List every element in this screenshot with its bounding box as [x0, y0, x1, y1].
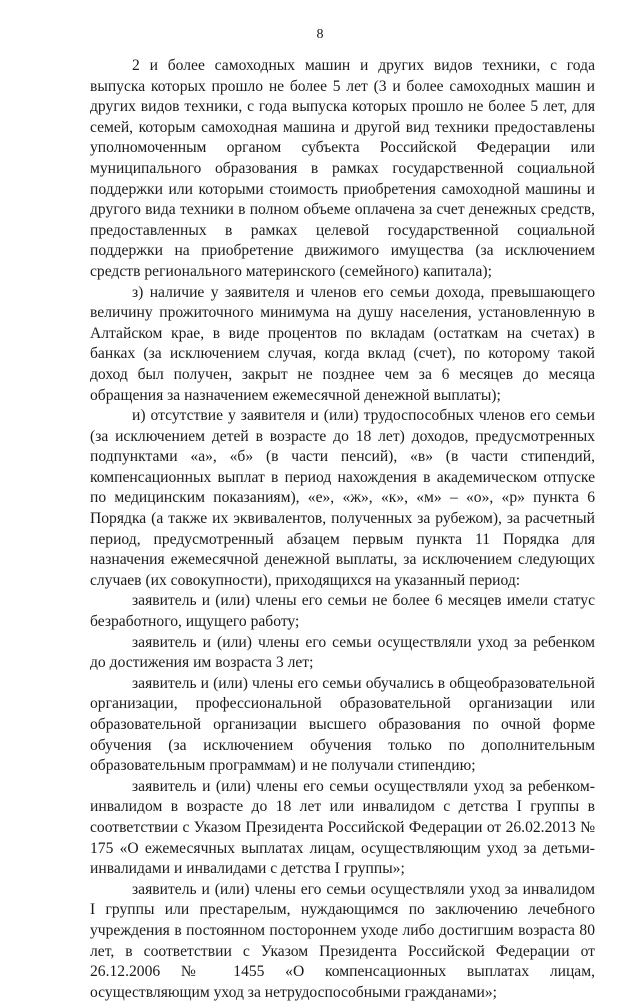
paragraph: и) отсутствие у заявителя и (или) трудоспособных членов его семьи (за исключением детей в возрасте до 18 лет) доходов, предусмотренных подпунктами «а», «б» (в части пенсий), «в» (в части стипендий, компенсационных выплат в период нахождения в академическом отпуске по медицинским показаниям), «е», «ж», «к», «м» – «о», «р» пункта 6 Порядка (а также их эквивалентов, полученных за рубежом), за расчетный период, предусмотренный абзацем первым пункта 11 Порядка для назначения ежемесячной денежной выплаты, за исключением следующих случаев (их совокупности), приходящихся на указанный период: [90, 407, 595, 589]
page-number: 8 [316, 27, 324, 42]
paragraph: заявитель и (или) члены его семьи осуществляли уход за ребенком-инвалидом в возрасте до 18 лет или инвалидом с детства I группы в соответствии с Указом Президента Российской Федерации от 26.02.2013 № 175 «О ежемесячных выплатах лицам, осуществляющим уход за детьми-инвалидами и инвалидами с детства I группы»; [90, 777, 595, 878]
paragraph: з) наличие у заявителя и членов его семьи дохода, превышающего величину прожиточного минимума на душу населения, установленную в Алтайском крае, в виде процентов по вкладам (остаткам на счетах) в банках (за исключением случая, когда вклад (счет), по которому такой доход был получен, закрыт не позднее чем за 6 месяцев до месяца обращения за назначением ежемесячной денежной выплаты); [90, 283, 595, 404]
paragraph: заявитель и (или) члены его семьи не более 6 месяцев имели статус безработного, ищущего работу; [90, 592, 595, 631]
document-body [90, 56, 595, 1003]
paragraph: заявитель и (или) члены его семьи обучались в общеобразовательной организации, профессиональной образовательной организации или образовательной организации высшего образования по очной форме обучения (за исключением обучения только по дополнительным образовательным программам) и не получали стипендию; [90, 674, 595, 775]
paragraph: заявитель и (или) члены его семьи осуществляли уход за ребенком до достижения им возраста 3 лет; [90, 633, 595, 672]
paragraph: 2 и более самоходных машин и других видов техники, с года выпуска которых прошло не более 5 лет (3 и более самоходных машин и других видов техники, с года выпуска которых прошло не более 5 лет, для семей, которым самоходная машина и другой вид техники предоставлены уполномоченным органом субъекта Российской Федерации или муниципального образования в рамках государственной социальной поддержки или которыми стоимость приобретения самоходной машины и другого вида техники в полном объеме оплачена за счет денежных средств, предоставленных в рамках целевой государственной социальной поддержки на приобретение движимого имущества (за исключением средств регионального материнского (семейного) капитала); [90, 57, 595, 280]
paragraph: заявитель и (или) члены его семьи осуществляли уход за инвалидом I группы или престарелым, нуждающимся по заключению лечебного учреждения в постоянном постороннем уходе либо достигшим возраста 80 лет, в соответствии с Указом Президента Российской Федерации от 26.12.2006 № 1455 «О компенсационных выплатах лицам, осуществляющим уход за нетрудоспособными гражданами»; [90, 880, 595, 1001]
